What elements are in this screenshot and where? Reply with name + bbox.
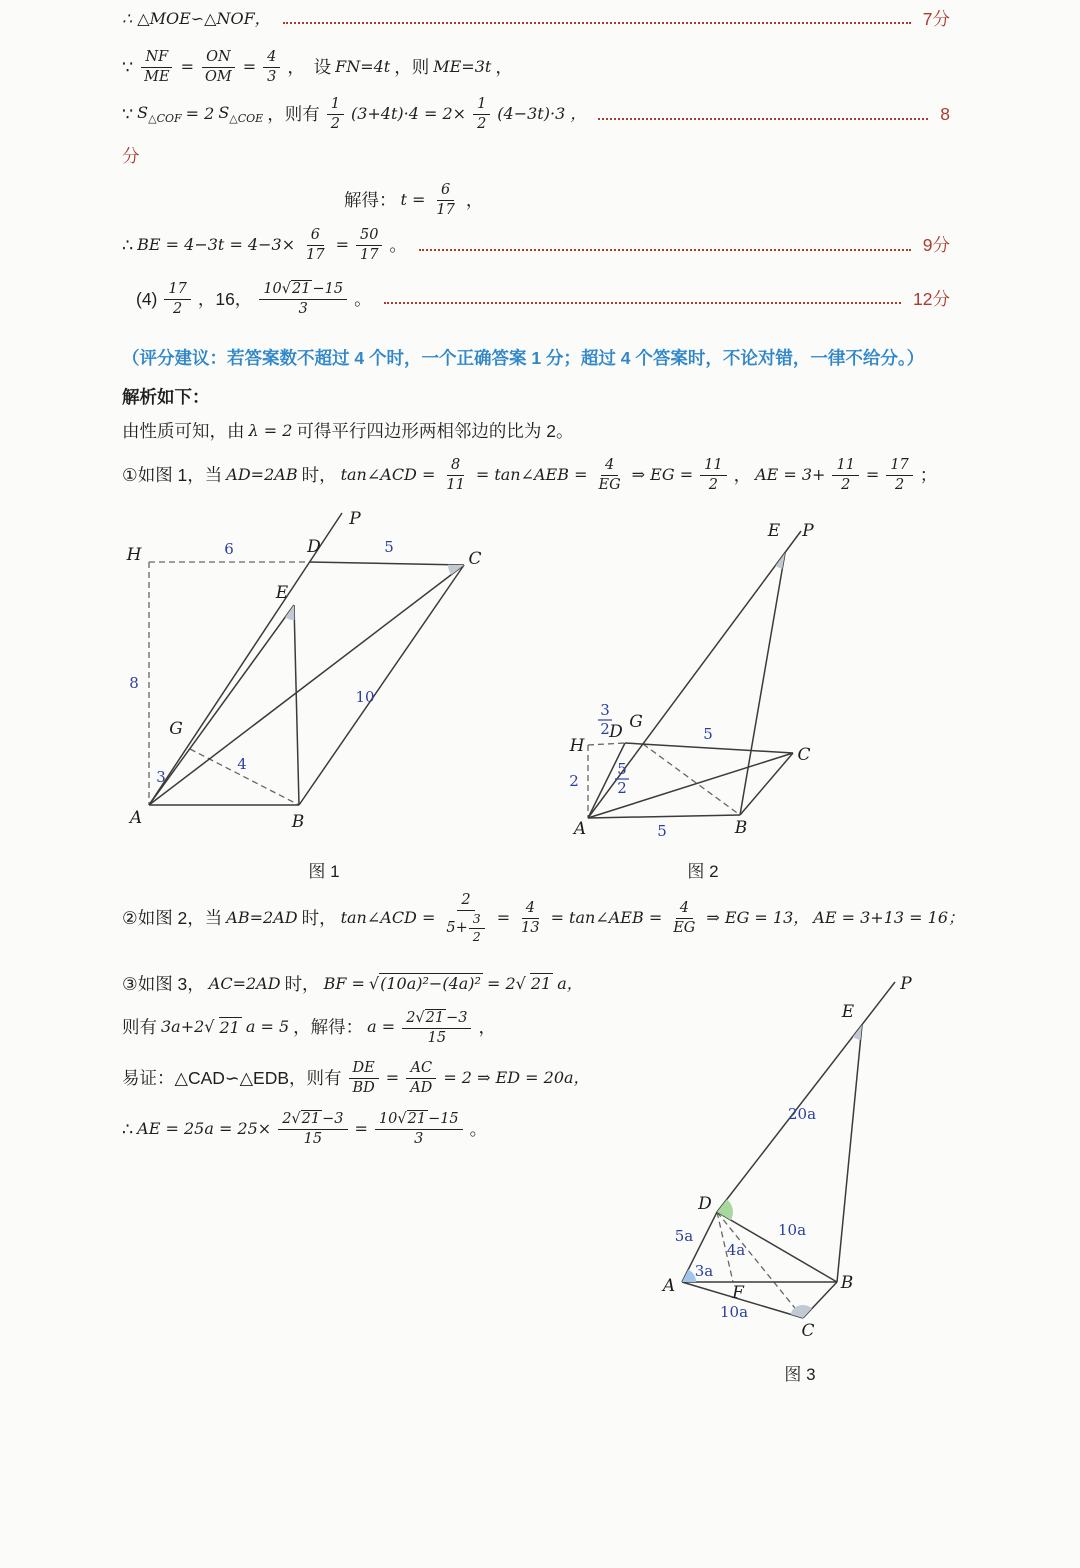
score-unit: 分 [122,146,140,167]
svg-text:3: 3 [600,701,610,720]
score-unit-line [122,145,950,168]
area-term-1: $S_{\triangle COF}$ [137,102,182,126]
segment-BE [740,553,785,815]
length-label-HA: 2 [569,772,579,791]
score-8: 8 [940,104,950,125]
length-label-HD: 6 [224,540,234,559]
because-symbol: ∵ [122,104,134,125]
figure-3 [650,973,950,1385]
sqrt-expression: √(10a)²−(4a)² [368,973,481,993]
fraction-4-3: $\frac{4}{3}$ [263,49,280,86]
point-label-D: D [307,537,321,558]
case1-line: ①如图 1，当 AD=2AB 时， tan∠ACD = $\frac{8}{11}$ = tan∠AEB = $\frac{4}{EG}$ ⇒ EG = $\frac{11}{2}$ ， AE = 3+ $\frac{11}{2}$ = $\frac{17}{2}$ ； [122,457,938,494]
solution-line-3: ∵ $S_{\triangle COF}$ = 2 $S_{\triangle COE}$ ，则有 $\frac{1}{2}$ (3+4t)·4 = 2× $\frac{1}{2}$ (4−3t)·3 ， 8 [122,95,950,133]
point-label-H: H [569,736,585,757]
fraction-4-13: $\frac{4}{13}$ [521,900,540,937]
case3-line-1: ③如图 3， AC=2AD 时， BF = √(10a)²−(4a)² = 2√ 21 a， [122,973,583,994]
length-label-AG: 3 [156,768,166,787]
point-label-C: C [797,745,811,766]
length-label-DE: 20a [787,1104,817,1123]
point-label-E: E [841,1001,855,1022]
dotted-leader [384,302,901,304]
fraction-17-2: $\frac{17}{2}$ [886,457,912,494]
area-term-2: $S_{\triangle COE}$ [218,102,264,126]
ray-DP [717,982,895,1212]
length-label-GB: 4 [237,755,247,774]
figure-1-caption: 图 1 [308,862,340,882]
case2-line: ②如图 2，当 AB=2AD 时， tan∠ACD = 2 5+ $\frac{3}{2}$ = $\frac{4}{13}$ = tan∠AEB = $\frac{4}{EG}$ ⇒ EG = 13， AE = 3+13 = 16； [122,892,964,945]
point-label-P: P [349,510,361,530]
segment-EB [294,605,299,805]
figure-1 [114,510,534,882]
segment-BC [803,1282,837,1318]
grading-note: （评分建议：若答案数不超过 4 个时，一个正确答案 1 分；超过 4 个答案时，不论对错，一律不给分。） [122,347,925,368]
angle-mark-E [776,553,786,569]
analysis-heading: 解析如下： [122,386,210,407]
figures-row [114,510,950,882]
score-12: 12分 [913,289,950,310]
solution-line-6: ∴ BE = 4−3t = 4−3× $\frac{6}{17}$ = $\frac{50}{17}$ 。 9分 [122,227,950,264]
point-label-P: P [900,973,912,994]
dotted-leader [598,118,928,120]
length-label-DB: 10a [777,1220,807,1239]
document-content [122,8,964,1385]
svg-text:5: 5 [617,760,627,779]
fraction-6-17: $\frac{6}{17}$ [436,181,455,219]
because-symbol: ∵ [122,56,134,77]
fraction-1-2: $\frac{1}{2}$ [327,96,344,133]
point-label-C: C [468,549,482,570]
segment-DC [625,743,793,753]
case3-line-2: 则有 3a+2√ 21 a = 5 ，解得： a = 2√ 21 −3 15 ， [122,1009,496,1046]
point-label-B: B [840,1272,854,1293]
point-label-B: B [734,818,748,839]
length-label-DC: 5 [384,538,394,557]
solution-line-5: 解得： t = $\frac{6}{17}$ ， [344,181,484,219]
segment-DC [309,562,464,565]
figure-3-diagram [650,973,950,1351]
figure-3-caption: 图 3 [784,1364,816,1384]
fraction-ON-OM: $\frac{ON}{OM}$ [201,49,236,86]
case3-line-3: 易证：△CAD∽△EDB，则有 $\frac{DE}{BD}$ = $\frac{AC}{AD}$ = 2 ⇒ ED = 20a， [122,1059,590,1096]
answer-line-4: (4) $\frac{17}{2}$ ，16， 10√ 21 −15 3 。 12分 [136,280,950,318]
point-label-B: B [291,812,305,833]
fraction-6-17: $\frac{6}{17}$ [306,227,325,264]
segment-GB [643,744,740,815]
length-label-AD: 5a [674,1226,694,1245]
length-label-DC: 5 [703,725,713,744]
segment-BC [299,565,464,805]
fraction-11-2: $\frac{11}{2}$ [700,457,726,494]
fraction-NF-ME: $\frac{NF}{ME}$ [140,49,173,86]
point-label-D: D [698,1193,712,1214]
angle-mark-E [853,1025,862,1040]
svg-text:2: 2 [617,779,627,798]
fraction-10rt21-15-3: 10√ 21 −15 3 [375,1110,463,1148]
figure-2 [558,518,848,882]
segment-AB [588,815,740,818]
fraction-DE-BD: $\frac{DE}{BD}$ [349,1060,379,1097]
fraction-50-17: $\frac{50}{17}$ [356,227,382,264]
length-label-AF: 3a [694,1261,714,1280]
point-label-E: E [767,521,781,542]
segment-EA [149,605,294,805]
length-label-BC: 10 [355,688,375,707]
point-label-G: G [169,719,183,740]
point-label-A: A [662,1275,676,1296]
fraction-10rt21-15-3: 10√ 21 −15 3 [259,280,347,318]
angle-mark-E [285,605,294,620]
dotted-leader [283,22,911,24]
fraction-1-2: $\frac{1}{2}$ [473,96,490,133]
score-9: 9分 [922,235,950,256]
fraction-2rt21-3-15: 2√ 21 −3 15 [278,1110,347,1148]
segment-AC [149,565,464,805]
fraction-2-over-5plus3half: 2 5+ $\frac{3}{2}$ [442,892,489,945]
fraction-11-2: $\frac{11}{2}$ [832,457,858,494]
segment-BC [740,753,793,815]
score-7: 7分 [922,9,950,29]
point-label-C: C [801,1320,815,1341]
property-line: 由性质可知，由 λ = 2 可得平行四边形两相邻边的比为 2。 [122,421,574,442]
point-label-A: A [573,819,587,840]
point-label-P: P [802,521,814,542]
point-label-H: H [126,545,142,566]
point-label-D: D [609,722,623,743]
dotted-leader [419,249,911,251]
fraction-4-EG: $\frac{4}{EG}$ [598,457,621,494]
segment-HD [588,743,625,745]
length-label-HA: 8 [129,674,139,693]
figure-2-diagram [558,518,848,848]
segment-BE [837,1025,862,1282]
figure-1-diagram [114,510,534,848]
fraction-AC-AD: $\frac{AC}{AD}$ [406,1060,436,1097]
svg-text:2: 2 [600,720,610,739]
fraction-17-2: $\frac{17}{2}$ [164,281,190,318]
point-label-G: G [629,712,643,733]
fraction-2rt21-3-15: 2√ 21 −3 15 [402,1009,471,1047]
case3-line-4: ∴ AE = 25a = 25× 2√ 21 −3 15 = 10√ 21 −15 3 。 [122,1111,488,1148]
fraction-4-EG: $\frac{4}{EG}$ [673,900,696,937]
solution-line-2: ∵ $\frac{NF}{ME}$ = $\frac{ON}{OM}$ = $\frac{4}{3}$ ， 设 FN=4t ，则 ME=3t ， [122,48,513,85]
statement-similar-triangles: ∴ △MOE∽△NOF， [122,8,271,28]
case3-text [122,973,650,1385]
point-label-F: F [732,1282,744,1303]
case3-section [122,973,950,1385]
length-label-DF: 4a [726,1240,746,1259]
point-label-A: A [129,808,143,829]
length-label-AC: 10a [719,1302,749,1321]
point-label-E: E [275,583,289,604]
figure-2-caption: 图 2 [687,862,719,882]
length-label-AB: 5 [657,822,667,841]
solution-line-1 [122,8,950,31]
fraction-8-11: $\frac{8}{11}$ [446,457,465,494]
